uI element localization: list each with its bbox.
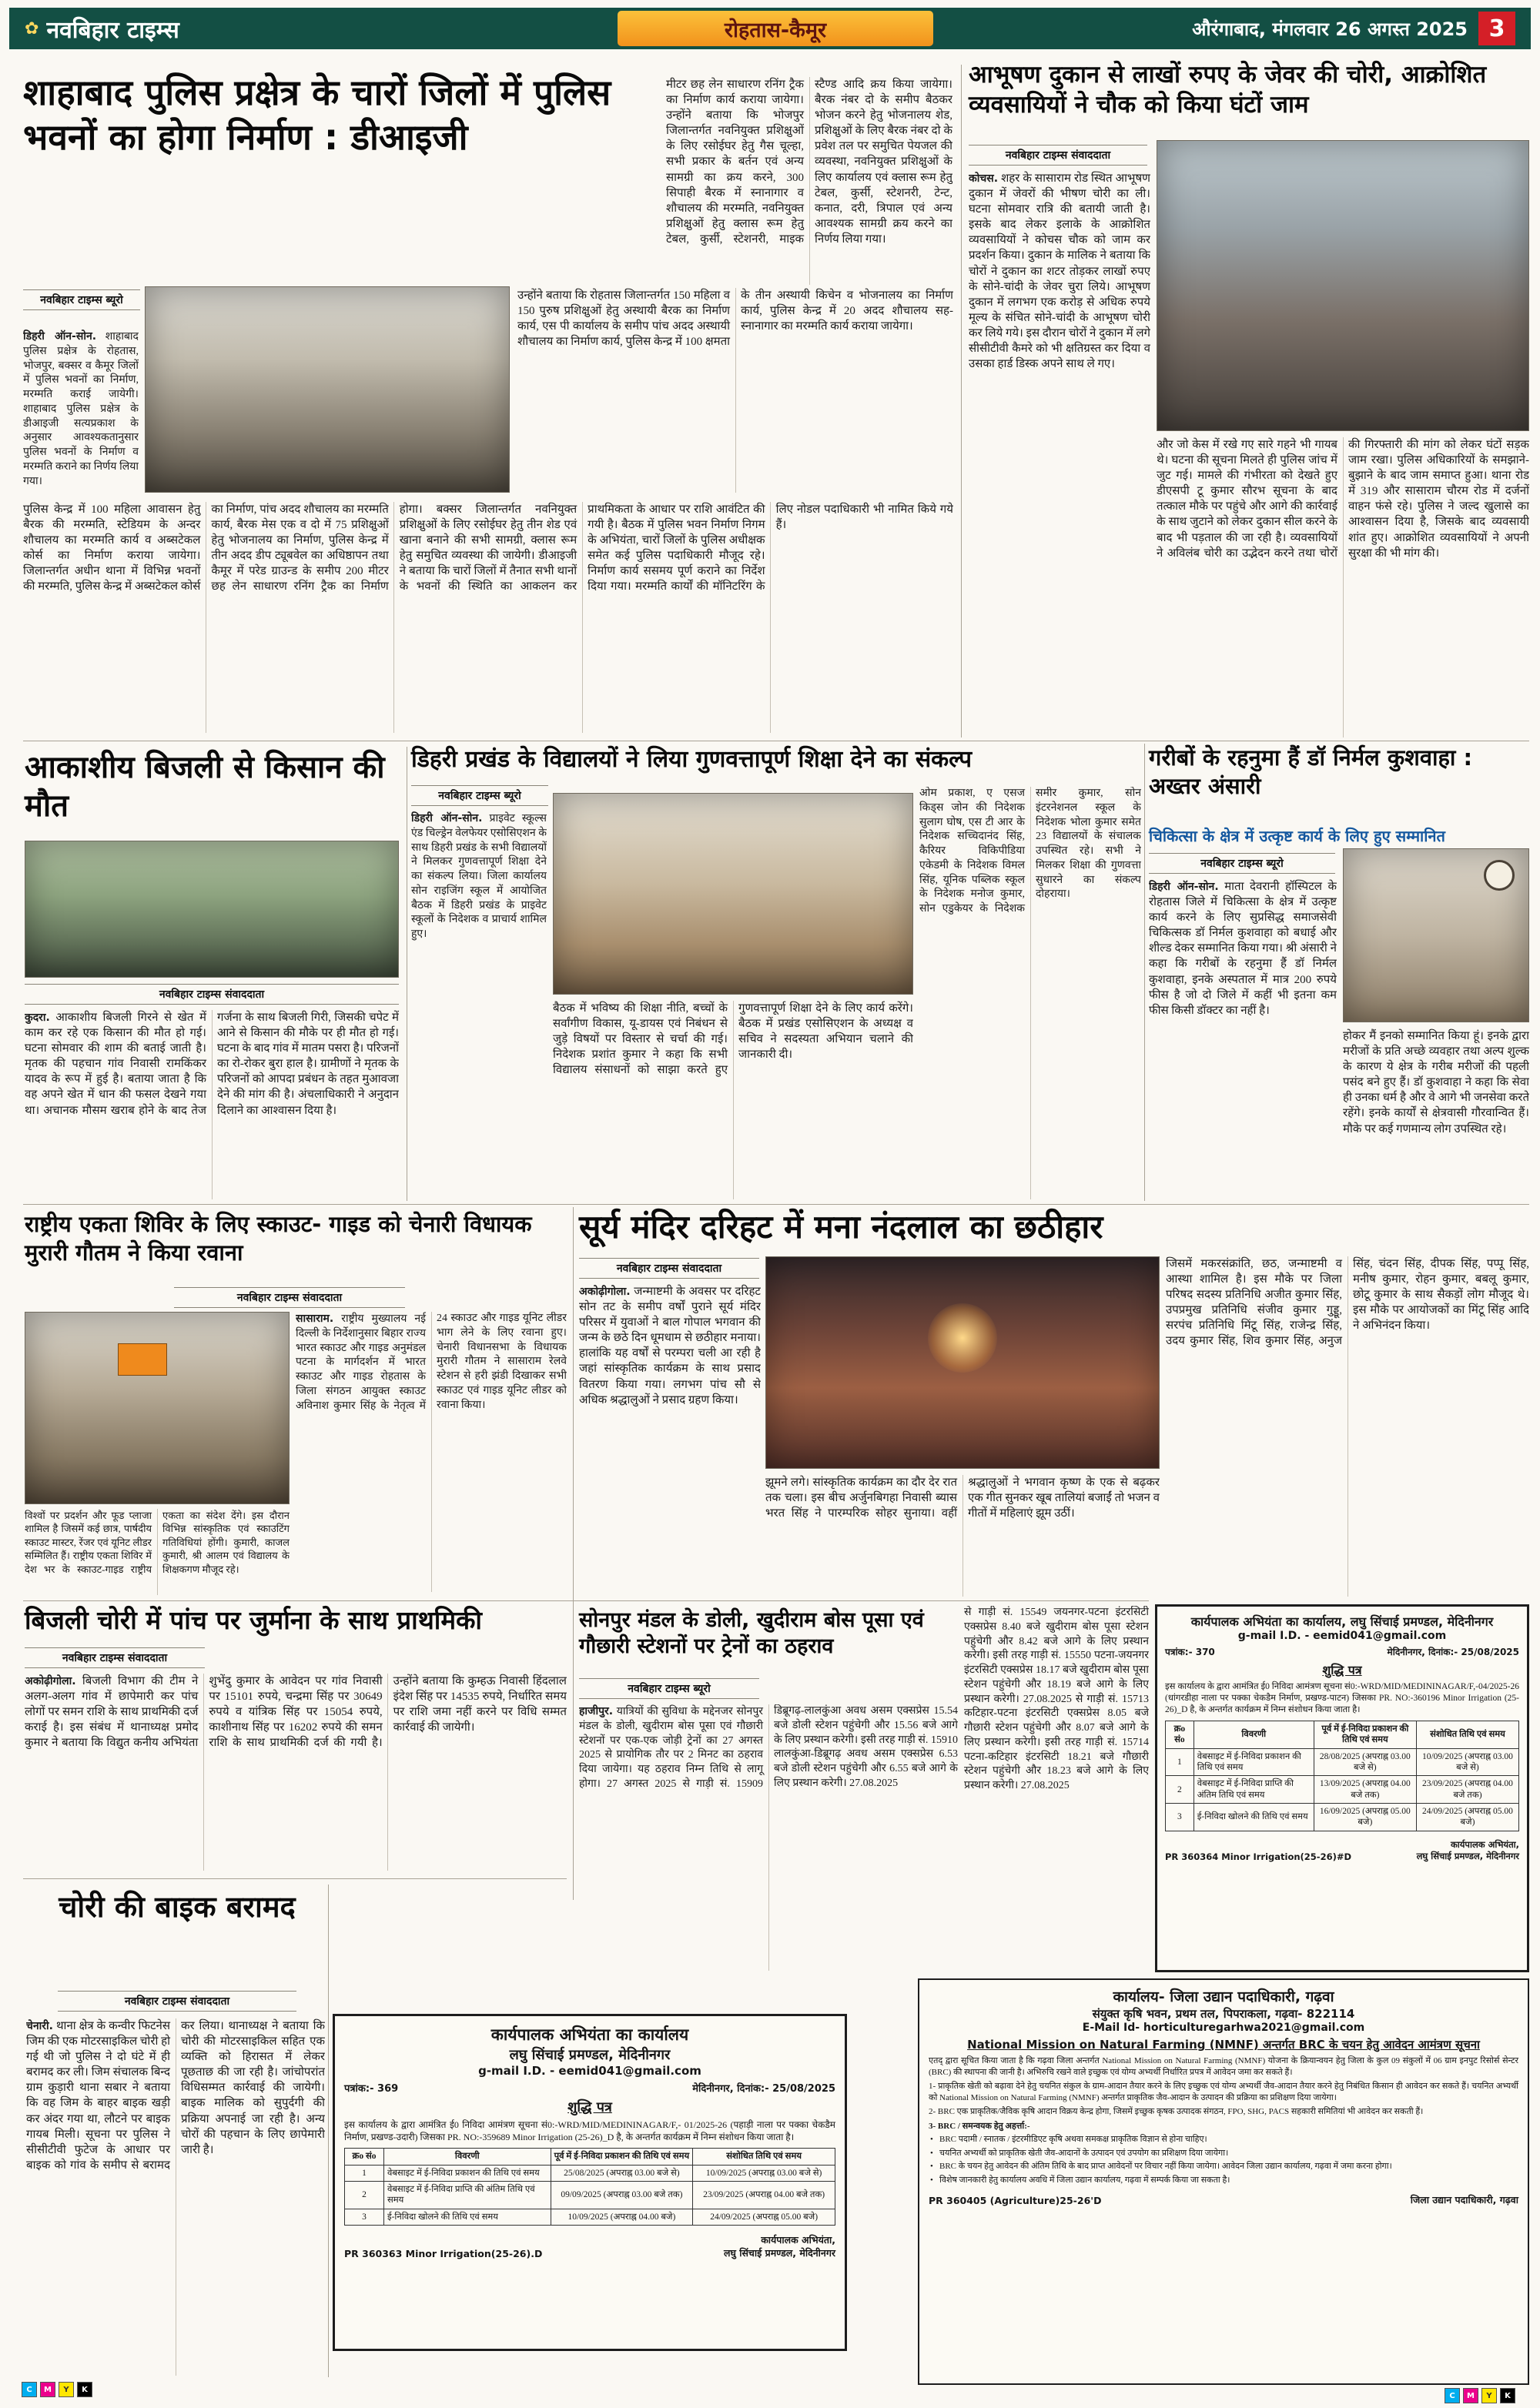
place-date: मेदिनीनगर, दिनांक:- 25/08/2025 xyxy=(692,2083,835,2095)
corrigendum-table xyxy=(1165,1721,1519,1831)
dateline: सासाराम. xyxy=(296,1313,334,1325)
body-text: उन्होंने बताया कि रोहतास जिलान्तर्गत 150 महिला व 150 पुरुष प्रशिक्षुओं हेतु अस्थायी बैरक का निर्माण कार्य, एस पी कार्यालय के समीप पांच अदद अस्थायी शौचालय का निर्माण कार्य, पुलिस केन्द्र में 100 क्षमता के तीन अस्थायी किचेन व भोजनालय का निर्माण कार्य, पुलिस केन्द्र में 20 अदद शौचालय सह-स्नानागार का मरम्मति कार्य कराया जायेगा। xyxy=(517,289,953,349)
article-body xyxy=(25,1674,567,1871)
body-text: से गाड़ी सं. 15549 जयनगर-पटना इंटरसिटी एक्सप्रेस 8.40 बजे खुदीराम बोस पूसा स्टेशन पहुंचेगी और 8.42 बजे आगे के लिए प्रस्थान करेगी। इसी तरह गाड़ी सं. 15550 पटना-जयनगर इंटरसिटी एक्सप्रेस 18.17 बजे खुदीराम बोस पूसा स्टेशन पहुंचेगी और 18.19 बजे आगे के लिए प्रस्थान करेगी। 27.08.2025 से गाड़ी सं. 15713 कटिहार-पटना इंटरसिटी एक्सप्रेस 8.05 बजे गौछारी स्टेशन पहुंचेगी और 8.07 बजे आगे के लिए प्रस्थान करेगी। इसी तरह गाड़ी सं. 15714 पटना-कटिहार इंटरसिटी 18.21 बजे गौछारी स्टेशन पहुंचेगी और 18.23 बजे आगे के लिए प्रस्थान करेगी। 27.08.2025 xyxy=(964,1607,1149,1791)
notice-body: इस कार्यालय के द्वारा आमंत्रित ई0 निविदा आमंत्रण सूचना सं0:-WRD/MID/MEDININAGAR/F,- 01/2025-26 (पहाड़ी नाला पर पक्का चेकडैम निर्माण, प्रखण्ड-उदारी) जिसका PR. NO:-359689 Minor Irrigation (25-26)_D है, के अन्तर्गत कार्यक्रम में निम्न संशोधन किया जाता है। xyxy=(344,2119,835,2142)
article-body xyxy=(296,1312,567,1592)
byline: नवबिहार टाइम्स ब्यूरो xyxy=(23,289,140,310)
headline: बिजली चोरी में पांच पर जुर्माना के साथ प्राथमिकी xyxy=(25,1605,482,1635)
office-email: E-Mail Id- horticulturegarhwa2021@gmail.com xyxy=(1082,2022,1365,2034)
pr-number: PR 360364 Minor Irrigation(25-26)#D xyxy=(1165,1851,1352,1862)
article-body xyxy=(517,288,953,493)
page-number: 3 xyxy=(1478,12,1515,45)
byline: नवबिहार टाइम्स संवाददाता xyxy=(174,1287,405,1308)
headline: सोनपुर मंडल के डोली, खुदीराम बोस पूसा एवं गौछारी स्टेशनों पर ट्रेनों का ठहराव xyxy=(579,1608,924,1659)
letter-number: पत्रांक:- 369 xyxy=(344,2083,399,2095)
cell: 1 xyxy=(1166,1748,1194,1776)
table-row xyxy=(1166,1748,1519,1776)
body-text: थाना क्षेत्र के कन्वीर फिटनेस जिम की एक मोटरसाइकिल चोरी हो गई थी जो पुलिस ने दो घंटे में ही बरामद कर ली। जिम संचालक बिन्द ग्राम कुड़ारी थाना सबार ने बताया कि वह जिम के बाहर बाइक खड़ी कर अंदर गया था, लौटने पर बाइक गायब मिली। सूचना पर पुलिस ने सीसीटीवी फुटेज के आधार पर बाइक को गांव के समीप से बरामद कर लिया। थानाध्यक्ष ने बताया कि चोरी की मोटरसाइकिल सहित एक व्यक्ति को हिरासत में लेकर पूछताछ की जा रही है। जांचोपरांत विधिसम्मत कार्रवाई की जायेगी। बाइक मालिक को सुपुर्दगी की प्रक्रिया अपनाई जा रही है। अन्य चोरों की पहचान के लिए छापेमारी जारी है। xyxy=(26,2020,325,2172)
body-text: प्राइवेट स्कूल्स एंड चिल्ड्रेन वेलफेयर एसोसिएशन के साथ डिहरी प्रखंड के सभी विद्यालयों ने मिलकर गुणवत्तापूर्ण शिक्षा देने का संकल्प लिया। जिला कार्यालय सोन राइजिंग स्कूल में आयोजित बैठक में डिहरी प्रखंड के प्राइवेट स्कूलों के निदेशक व प्राचार्य शामिल हुए। xyxy=(411,813,547,940)
notice-point: 3- BRC / समन्वयक हेतु अहर्त्ता:- xyxy=(929,2121,1030,2131)
article-body xyxy=(1343,1028,1529,1199)
corrigendum-table xyxy=(344,2148,835,2226)
notice-subject: शुद्धि पत्र xyxy=(1322,1663,1362,1677)
flag-shape xyxy=(118,1343,167,1376)
headline: सूर्य मंदिर दरिहट में मना नंदलाल का छठीहार xyxy=(579,1208,1103,1246)
byline: नवबिहार टाइम्स संवाददाता xyxy=(25,984,399,1005)
cell: वेबसाइट में ई-निविदा प्राप्ति की अंतिम तिथि एवं समय xyxy=(383,2181,551,2209)
office-email: g-mail I.D. - eemid041@gmail.com xyxy=(1237,1630,1447,1642)
notice-point: 2- BRC एक प्राकृतिक/जैविक कृषि आदान विक्रय केन्द्र होगा, जिसमें इच्छुक कृषक उत्पादक संगठन, FPO, SHG, PACS सहकारी समितियां भी आवेदन कर सकती हैं। xyxy=(929,2107,1424,2117)
cell: 28/08/2025 (अपराह्न 03.00 बजे से) xyxy=(1314,1748,1416,1776)
dateline: डिहरी ऑन-सोन. xyxy=(23,330,97,343)
cell: 10/09/2025 (अपराह्न 03.00 बजे से) xyxy=(693,2165,835,2181)
police-meeting-photo xyxy=(145,286,510,493)
dateline: अकोढ़ीगोला. xyxy=(25,1675,76,1687)
cyan-mark: C xyxy=(1445,2388,1460,2403)
wall-clock-shape xyxy=(1484,860,1515,891)
divider xyxy=(1144,744,1145,1201)
cell: 13/09/2025 (अपराह्न 04.00 बजे तक) xyxy=(1314,1776,1416,1804)
article-body xyxy=(666,77,952,285)
school-meeting-photo xyxy=(553,793,913,995)
pr-number: PR 360363 Minor Irrigation(25-26).D xyxy=(344,2248,543,2260)
dateline: कुदरा. xyxy=(25,1012,50,1024)
cell: 3 xyxy=(1166,1804,1194,1831)
cell: 24/09/2025 (अपराह्न 05.00 बजे) xyxy=(1416,1804,1518,1831)
office-email: g-mail I.D. - eemid041@gmail.com xyxy=(478,2064,701,2078)
table-row xyxy=(1166,1776,1519,1804)
article-body xyxy=(964,1606,1149,1971)
article-body xyxy=(25,1509,290,1595)
crowd-protest-photo xyxy=(1157,140,1529,431)
body-text: मीटर छह लेन साधारण रनिंग ट्रैक का निर्माण कार्य कराया जायेगा। उन्होंने बताया कि भोजपुर जिलान्तर्गत नवनियुक्त प्रशिक्षुओं के लिए रसोईघर हेतु गैस चूल्हा, सभी प्रकार के बर्तन एवं अन्य सामग्री का क्रय करने, 300 सिपाही बैरक में स्नानागार व शौचालय की मरम्मति, नवनियुक्त प्रशिक्षुओं हेतु क्लास रूम हेतु टेबल, कुर्सी, स्टेशनरी, माइक स्टैण्ड आदि क्रय किया जायेगा। बैरक नंबर दो के समीप बैठकर भोजन करने हेतु भोजनालय शेड, प्रशिक्षुओं के लिए बैरक नंबर दो के प्रवेश तल पर समुचित पेयजल की व्यवस्था, नवनियुक्त प्रशिक्षुओं के लिए कार्यालय एवं क्लास रूम हेतु टेबल, कुर्सी, स्टेशनरी, टेन्ट, कनात, दरी, त्रिपाल एवं अन्य आवश्यक सामग्री क्रय करने का निर्णय लिया गया। xyxy=(666,79,952,246)
notice-bullet: • BRC पदामी / स्नातक / इंटरमीडिएट कृषि अथवा समकक्ष प्राकृतिक विज्ञान से होना चाहिए। xyxy=(929,2134,1518,2145)
cell: वेबसाइट में ई-निविदा प्राप्ति की अंतिम तिथि एवं समय xyxy=(1194,1776,1314,1804)
col-header: क्रo संo xyxy=(1166,1721,1194,1748)
cell: 16/09/2025 (अपराह्न 05.00 बजे) xyxy=(1314,1804,1416,1831)
felicitation-photo xyxy=(1343,848,1529,1022)
cyan-mark: C xyxy=(22,2382,37,2397)
body-text: जिसमें मकरसंक्रांति, छठ, जन्माष्टमी व आस्था शामिल है। इस मौके पर जिला परिषद सदस्य प्रतिनिधि अजीत कुमार सिंह, उपप्रमुख प्रतिनिधि संजीव कुमार गुड्डू, सरपंच प्रतिनिधि मिंटू सिंह, राजेन्द्र सिंह, उदय कुमार सिंह, शिव कुमार सिंह, अनुज सिंह, चंदन सिंह, दीपक सिंह, पप्पू सिंह, मनीष कुमार, रोहन कुमार, बबलू कुमार, छोटू कुमार के साथ सैकड़ों लोग मौजूद थे। इस मौके पर आयोजकों का मिंटू सिंह आदि ने अभिनंदन किया। xyxy=(1166,1258,1529,1348)
col-header: पूर्व में ई-निविदा प्रकाशन की तिथि एवं समय xyxy=(551,2149,693,2165)
body-text: बैठक में भविष्य की शिक्षा नीति, बच्चों के सर्वांगीण विकास, यू-डायस एवं निबंधन से जुड़े विषयों पर विस्तार से चर्चा की गई। निदेशक प्रशांत कुमार ने कहा कि सभी विद्यालय संसाधनों को साझा करते हुए गुणवत्तापूर्ण शिक्षा देने के लिए कार्य करेंगे। बैठक में प्रखंड एसोसिएशन के अध्यक्ष व सचिव ने सदस्यता अभियान चलाने की जानकारी दी। xyxy=(553,1002,913,1077)
yellow-mark: Y xyxy=(1481,2388,1497,2403)
article-body xyxy=(26,2018,325,2376)
byline: नवबिहार टाइम्स ब्यूरो xyxy=(1149,853,1335,874)
office-name: कार्यपालक अभियंता का कार्यालय, लघु सिंचाई प्रमण्डल, मेदिनीनगर xyxy=(1190,1614,1494,1629)
incident-site-photo xyxy=(25,841,399,978)
article-body xyxy=(765,1475,1160,1597)
office-name: कार्यालय- जिला उद्यान पदाधिकारी, गढ़वा xyxy=(1113,1988,1334,2005)
notice-bullet: • BRC के चयन हेतु आवेदन की अंतिम तिथि के बाद प्राप्त आवेदनों पर विचार नहीं किया जायेगा। आवेदन जिला उद्यान कार्यालय, गढ़वा में जमा करना होगा। xyxy=(929,2161,1518,2172)
headline: डिहरी प्रखंड के विद्यालयों ने लिया गुणवत्तापूर्ण शिक्षा देने का संकल्प xyxy=(411,746,973,773)
newspaper-name: नवबिहार टाइम्स xyxy=(46,16,179,44)
dateline: डिहरी ऑन-सोन. xyxy=(411,812,483,824)
divider xyxy=(23,1204,1529,1205)
black-mark: K xyxy=(77,2382,92,2397)
dateline: चेनारी. xyxy=(26,2020,53,2032)
headline: आभूषण दुकान से लाखों रुपए के जेवर की चोरी, आक्रोशित व्यवसायियों ने चौक को किया घंटों जाम xyxy=(969,61,1487,119)
place-date: मेदिनीनगर, दिनांक:- 25/08/2025 xyxy=(1387,1647,1519,1657)
dateline: कोचस. xyxy=(969,172,999,185)
article-body xyxy=(579,1704,958,1971)
tender-notice-370 xyxy=(1155,1604,1529,1972)
edition-date: औरंगाबाद, मंगलवार 26 अगस्त 2025 xyxy=(1192,18,1468,40)
yellow-mark: Y xyxy=(59,2382,74,2397)
cmyk-registration-left xyxy=(22,2382,92,2397)
body-text: झूमने लगे। सांस्कृतिक कार्यक्रम का दौर देर रात तक चला। इस बीच अर्जुनबिगहा निवासी ब्यास भरत सिंह ने पारम्परिक सोहर सुनाया। वहीं श्रद्धालुओं ने भगवान कृष्ण के एक से बढ़कर एक गीत सुनकर खूब तालियां बजाईं तो भजन व गीतों में महिलाएं झूम उठीं। xyxy=(765,1477,1160,1520)
cell: 09/09/2025 (अपराह्न 03.00 बजे तक) xyxy=(551,2181,693,2209)
cmyk-registration-right xyxy=(1445,2388,1515,2403)
byline: नवबिहार टाइम्स ब्यूरो xyxy=(579,1678,759,1699)
signatory: जिला उद्यान पदाधिकारी, गढ़वा xyxy=(1410,2194,1518,2206)
cell: ई-निविदा खोलने की तिथि एवं समय xyxy=(1194,1804,1314,1831)
divider xyxy=(23,1878,567,1879)
cell: 25/08/2025 (अपराह्न 03.00 बजे से) xyxy=(551,2165,693,2181)
body-text: माता देवरानी हॉस्पिटल के रोहतास जिले में चिकित्सा के क्षेत्र में उत्कृष्ट कार्य करने के लिए सुप्रसिद्ध समाजसेवी चिकित्सक डॉ निर्मल कुशवाहा को बधाई और शील्ड देकर सम्मानित किया गया। श्री अंसारी ने कहा कि गरीबों के रहनुमा हैं डॉ निर्मल कुशवाहा, इनके अस्पताल में मात्र 200 रुपये फीस है जो दो जिले में कहीं भी इतना कम फीस किसी डॉक्टर का नहीं है। xyxy=(1149,881,1337,1017)
office-name: कार्यपालक अभियंता का कार्यालय xyxy=(490,2025,689,2044)
notice-subject: शुद्धि पत्र xyxy=(567,2099,612,2115)
office-division: लघु सिंचाई प्रमण्डल, मेदिनीनगर xyxy=(509,2047,671,2063)
body-text: यात्रियों की सुविधा के मद्देनजर सोनपुर मंडल के डोली, खुदीराम बोस पूसा एवं गौछारी स्टेशनों पर एक-एक जोड़ी ट्रेनों का 27 अगस्त 2025 से प्रायोगिक तौर पर 2 मिनट का ठहराव दिया जायेगा। यह ठहराव निम्न तिथि से लागू होगा। 27 अगस्त 2025 से गाड़ी सं. 15909 डिब्रूगढ़-लालकुंआ अवध असम एक्सप्रेस 15.54 बजे डोली स्टेशन पहुंचेगी और 15.56 बजे आगे के लिए प्रस्थान करेगी। इसी तरह गाड़ी सं. 15910 लालकुंआ-डिब्रूगढ़ अवध असम एक्सप्रेस 6.53 बजे डोली स्टेशन पहुंचेगी और 6.55 बजे आगे के लिए प्रस्थान करेगी। 27.08.2025 xyxy=(579,1705,958,1790)
col-header: संशोधित तिथि एवं समय xyxy=(1416,1721,1518,1748)
magenta-mark: M xyxy=(40,2382,55,2397)
scouts-group-photo xyxy=(25,1312,290,1504)
body-text: शाहाबाद पुलिस प्रक्षेत्र के रोहतास, भोजपुर, बक्सर व कैमूर जिलों में पुलिस भवनों का निर्माण, मरम्मति कराई जायेगी। शाहाबाद पुलिस प्रक्षेत्र के डीआइजी सत्यप्रकाश के अनुसार आवश्यकतानुसार पुलिस भवनों के निर्माण व मरम्मति कराने का निर्णय लिया गया। xyxy=(23,331,139,487)
article-body xyxy=(1166,1256,1529,1597)
signatory-division: लघु सिंचाई प्रमण्डल, मेदिनीनगर xyxy=(1416,1850,1519,1861)
black-mark: K xyxy=(1500,2388,1515,2403)
cell: 2 xyxy=(1166,1776,1194,1804)
article-body xyxy=(411,811,547,1198)
cell: ई-निविदा खोलने की तिथि एवं समय xyxy=(383,2209,551,2225)
byline: नवबिहार टाइम्स संवाददाता xyxy=(25,1647,205,1668)
body-text: बिजली विभाग की टीम ने अलग-अलग गांव में छापेमारी कर पांच लोगों पर समन राशि के साथ प्राथमिकी दर्ज कराई है। इस संबंध में थानाध्यक्ष प्रमोद कुमार ने बताया कि विद्युत कनीय अभियंता शुभेंदु कुमार के आवेदन पर गांव निवासी पर 15101 रुपये, चन्द्रमा सिंह पर 30649 रुपये व यांत्रिक सिंह पर 15054 रुपये, काशीनाथ सिंह पर 16202 रुपये की समन राशि के साथ प्राथमिकी दर्ज की गयी है। उन्होंने बताया कि कुम्हऊ निवासी हिंदलाल इंदेश सिंह पर 14535 रुपये, निर्धारित समय पर राशि जमा नहीं करने पर विधि सम्मत कार्रवाई की जायेगी। xyxy=(25,1675,567,1750)
byline: नवबिहार टाइम्स संवाददाता xyxy=(969,145,1147,166)
cell: 23/09/2025 (अपराह्न 04.00 बजे तक) xyxy=(693,2181,835,2209)
cell: 3 xyxy=(345,2209,384,2225)
notice-title: National Mission on Natural Farming (NMNF) अन्तर्गत BRC के चयन हेतु आवेदन आमंत्रण सूचना xyxy=(967,2038,1480,2052)
body-text: आकाशीय बिजली गिरने से खेत में काम कर रहे एक किसान की मौत हो गई। घटना सोमवार की शाम की बताई जाती है। मृतक की पहचान गांव निवासी रामकिंकर यादव के रूप में हुई है। बताया जाता है कि वह अपने खेत में धान की फसल देखने गया था। अचानक मौसम खराब होने के बाद तेज गर्जना के साथ बिजली गिरी, जिसकी चपेट में आने से किसान की मौके पर ही मौत हो गई। घटना के बाद गांव में मातम पसरा है। परिजनों का रो-रोकर बुरा हाल है। ग्रामीणों ने मृतक के परिजनों को आपदा प्रबंधन के तहत मुआवजा देने की मांग की है। अंचलाधिकारी ने अनुदान दिलाने का आश्वासन दिया है। xyxy=(25,1012,399,1117)
nmnf-brc-notice xyxy=(918,1978,1529,2385)
body-text: होकर मैं इनको सम्मानित किया हूं। इनके द्वारा मरीजों के प्रति अच्छे व्यवहार तथा अल्प शुल्क के कारण ये क्षेत्र के गरीब मरीजों की पहली पसंद बने हुए हैं। डॉ कुशवाहा ने कहा कि सेवा ही उनका धर्म है और वे आगे भी जनसेवा करते रहेंगे। इनके कार्यों से क्षेत्रवासी गौरवान्वित हैं। मौके पर कई गणमान्य लोग उपस्थित रहे। xyxy=(1343,1030,1529,1135)
body-text: शहर के सासाराम रोड स्थित आभूषण दुकान में जेवरों की भीषण चोरी का ली। घटना सोमवार रात्रि की बतायी जाती है। इसके बाद लेकर इलाके के आक्रोशित व्यवसायियों ने कोचस चौक को जाम कर प्रदर्शन किया। दुकान के मालिक ने बताया कि चोरों ने दुकान का शटर तोड़कर लाखों रुपए के सोने-चांदी के जेवर चुरा लिये। आभूषण दुकान में लगभग एक करोड़ से अधिक रुपये मूल्य के संचित सोने-चांदी के आभूषण चोरी कर लिये गये। इस दौरान चोरों ने दुकान में लगे सीसीटीवी कैमरे को भी क्षतिग्रस्त कर दिया व उसका हार्ड डिस्क अपने साथ ले गए। xyxy=(969,172,1150,371)
subheadline: चिकित्सा के क्षेत्र में उत्कृष्ट कार्य के लिए हुए सम्मानित xyxy=(1149,827,1445,845)
article-body xyxy=(579,1284,761,1597)
notice-intro: एतद् द्वारा सूचित किया जाता है कि गढ़वा जिला अन्तर्गत National Mission on Natural Farming (NMNF) योजना के क्रियान्वयन हेतु जिला के कुल 09 संकुलों में 06 ग्राम इनपुट रिसोर्स सेन्टर (BRC) की स्थापना की जानी है। अभिरुचि रखने वाले इच्छुक एवं योग्य अभ्यर्थी निर्धारित प्रपत्र में आवेदन जमा कर सकते हैं। xyxy=(929,2056,1518,2077)
headline: गरीबों के रहनुमा हैं डॉ निर्मल कुशवाहा : अख्तर अंसारी xyxy=(1149,744,1473,799)
table-row xyxy=(345,2209,835,2225)
article-body xyxy=(1157,437,1529,737)
pr-number: PR 360405 (Agriculture)25-26'D xyxy=(929,2195,1102,2207)
body-text: विश्वों पर प्रदर्शन और फूड प्लाजा शामिल है जिसमें कई छात्र, पार्षदीय स्काउट मास्टर, रेंजर एवं यूनिट लीडर सम्मिलित हैं। राष्ट्रीय एकता शिविर में देश भर के स्काउट-गाइड राष्ट्रीय एकता का संदेश देंगे। इस दौरान विभिन्न सांस्कृतिक एवं स्काउटिंग गतिविधियां होंगी। कुमारी, काजल कुमारी, श्री आलम एवं विद्यालय के शिक्षकगण मौजूद रहे। xyxy=(25,1510,290,1575)
masthead xyxy=(9,8,1531,49)
notice-body: इस कार्यालय के द्वारा आमंत्रित ई0 निविदा आमंत्रण सूचना सं0:-WRD/MID/MEDININAGAR/F,-04/2025-26 (धांगरडीहा नाला पर पक्का चेकडैम निर्माण, प्रखण्ड-पाटन) जिसका PR. NO:-360196 Minor Irrigation (25-26)_D है, के अन्तर्गत कार्यक्रम में निम्न संशोधन किया जाता है। xyxy=(1165,1682,1519,1714)
signatory-title: कार्यपालक अभियंता, xyxy=(761,2234,835,2246)
article-body xyxy=(969,171,1150,737)
dateline: अकोढ़ीगोला. xyxy=(579,1286,631,1298)
col-header: विवरणी xyxy=(1194,1721,1314,1748)
body-text: ओम प्रकाश, ए एसज किड्स जोन की निदेशक सुलाग घोष, एस टी आर के निदेशक सच्चिदानंद सिंह, कैरियर विकिपीडिया एकेडमी के निदेशक विमल सिंह, यूनिक पब्लिक स्कूल के निदेशक मनोज कुमार, सोन एडुकेयर के निदेशक समीर कुमार, सोन इंटरनेशनल स्कूल के निदेशक भोला कुमार समेत 23 विद्यालयों के संचालक उपस्थित रहे। सभी ने मिलकर शिक्षा की गुणवत्ता सुधारने का संकल्प दोहराया। xyxy=(919,788,1141,915)
article-body xyxy=(25,1010,399,1199)
col-header: विवरणी xyxy=(383,2149,551,2165)
cell: वेबसाइट में ई-निविदा प्रकाशन की तिथि एवं समय xyxy=(383,2165,551,2181)
festival-night-photo xyxy=(765,1256,1160,1469)
dateline: हाजीपुर. xyxy=(579,1705,614,1717)
cell: 1 xyxy=(345,2165,384,2181)
headline: शाहाबाद पुलिस प्रक्षेत्र के चारों जिलों में पुलिस भवनों का होगा निर्माण : डीआइजी xyxy=(23,72,611,158)
col-header: संशोधित तिथि एवं समय xyxy=(693,2149,835,2165)
byline: नवबिहार टाइम्स ब्यूरो xyxy=(411,785,548,806)
letter-number: पत्रांक:- 370 xyxy=(1165,1647,1215,1657)
lamp-glow-shape xyxy=(928,1303,997,1373)
col-header: पूर्व में ई-निविदा प्रकाशन की तिथि एवं समय xyxy=(1314,1721,1416,1748)
table-row xyxy=(1166,1804,1519,1831)
notice-point: 1- प्राकृतिक खेती को बढ़ावा देने हेतु चयनित संकुल के ग्राम-आदान तैयार करने के लिए इच्छुक एवं योग्य अभ्यर्थी जैव-आदान तैयार करने हेतु निबंधित किसान ही आवेदन कर सकते हैं। चयनित अभ्यर्थी को National Mission on Natural Farming (NMNF) अन्तर्गत प्राकृतिक जैव-आदान के उत्पादन की प्रक्रिया का प्रशिक्षण दिया जायेगा। xyxy=(929,2082,1518,2102)
cell: 24/09/2025 (अपराह्न 05.00 बजे) xyxy=(693,2209,835,2225)
body-text: राष्ट्रीय मुख्यालय नई दिल्ली के निर्देशानुसार बिहार राज्य भारत स्काउट और गाइड अनुमंडल पटना के मार्गदर्शन में भारत स्काउट और गाइड रोहतास के जिला संगठन आयुक्त स्काउट अविनाश कुमार सिंह के नेतृत्व में 24 स्काउट और गाइड यूनिट लीडर भाग लेने के लिए रवाना हुए। चेनारी विधानसभा के विधायक मुरारी गौतम ने सासाराम रेलवे स्टेशन से हरी झंडी दिखाकर सभी स्काउट एवं गाइड यूनिट लीडर को रवाना किया। xyxy=(296,1313,567,1412)
byline: नवबिहार टाइम्स संवाददाता xyxy=(58,1991,296,2012)
byline: नवबिहार टाइम्स संवाददाता xyxy=(579,1258,759,1279)
tender-notice-369 xyxy=(333,2014,847,2351)
cell: 10/09/2025 (अपराह्न 03.00 बजे से) xyxy=(1416,1748,1518,1776)
cell: 2 xyxy=(345,2181,384,2209)
body-text: और जो केस में रखे गए सारे गहने भी गायब थे। घटना की सूचना मिलते ही पुलिस जांच में जुट गई। मामले की गंभीरता को देखते हुए डीएसपी टू कुमार सौरभ सूचना के बाद तत्काल मौके पर पहुंचे और आगे की कार्रवाई के साथ जुटाने को लेकर दुकान सील करने के बाद भी पड़ताल की जा रही है। व्यवसायियों ने अविलंब चोरी का उद्भेदन करने तथा चोरों की गिरफ्तारी की मांग को लेकर घंटों सड़क जाम रखा। पुलिस अधिकारियों के समझाने-बुझाने के बाद जाम समाप्त हुआ। थाना रोड में 319 और सासाराम चौरम रोड में दर्जनों वाहन फंसे रहे। पुलिस ने जल्द खुलासे का आश्वासन दिया है, जिसके बाद व्यवसायी शांत हुए। आक्रोशित व्यवसायियों ने अपनी सुरक्षा की भी मांग की। xyxy=(1157,439,1529,560)
signatory-title: कार्यपालक अभियंता, xyxy=(1450,1838,1519,1850)
cell: वेबसाइट में ई-निविदा प्रकाशन की तिथि एवं समय xyxy=(1194,1748,1314,1776)
headline: चोरी की बाइक बरामद xyxy=(59,1890,296,1924)
col-header: क्रo संo xyxy=(345,2149,384,2165)
headline: आकाशीय बिजली से किसान की मौत xyxy=(25,750,385,824)
divider xyxy=(23,1600,1149,1601)
article-body xyxy=(553,1001,913,1199)
magenta-mark: M xyxy=(1463,2388,1478,2403)
article-body xyxy=(23,502,953,733)
divider xyxy=(573,1207,574,1900)
notice-bullet: • विशेष जानकारी हेतु कार्यालय अवधि में जिला उद्यान कार्यालय, गढ़वा में सम्पर्क किया जा सकता है। xyxy=(929,2175,1518,2186)
cell: 23/09/2025 (अपराह्न 04.00 बजे तक) xyxy=(1416,1776,1518,1804)
body-text: जन्माष्टमी के अवसर पर दरिहट सोन तट के समीप वर्षों पुराने सूर्य मंदिर परिसर में युवाओं ने बाल गोपाल भगवान की जन्म के छठे दिन धूमधाम से छठीहार मनाया। हालांकि यह वर्षों से परम्परा चली आ रही है जहां सांस्कृतिक कार्यक्रम के साथ प्रसाद वितरण किया गया। लगभग पांच सौ से अधिक श्रद्धालुओं ने प्रसाद ग्रहण किया। xyxy=(579,1286,761,1406)
dateline: डिहरी ऑन-सोन. xyxy=(1149,881,1219,893)
table-row xyxy=(345,2181,835,2209)
signatory-division: लघु सिंचाई प्रमण्डल, मेदिनीनगर xyxy=(724,2247,835,2259)
article-body xyxy=(919,787,1141,1199)
divider xyxy=(961,65,962,737)
divider xyxy=(328,1885,329,2377)
article-body xyxy=(1149,879,1337,1199)
table-row xyxy=(345,2165,835,2181)
headline: राष्ट्रीय एकता शिविर के लिए स्काउट- गाइड को चेनारी विधायक मुरारी गौतम ने किया रवाना xyxy=(25,1211,532,1266)
body-text: पुलिस केन्द्र में 100 महिला आवासन हेतु बैरक की मरम्मति, स्टेडियम के अन्दर शौचालय का मरम्मति कार्य व अब्सटेकल कोर्स का निर्माण कराया जायेगा। जिलान्तर्गत अधीन थाना में विभिन्न भवनों की मरम्मति, पुलिस केन्द्र में अब्सटेकल कोर्स का निर्माण, पांच अदद शौचालय का मरम्मति कार्य, बैरक मेस एक व दो में 75 प्रशिक्षुओं हेतु भोजनालय का निर्माण, पुलिस केन्द्र में तीन अदद डीप ट्यूबवेल का अधिष्ठापन तथा कैमूर में परेड ग्राउन्ड के समीप 200 मीटर छह लेन साधारण रनिंग ट्रैक का निर्माण होगा। बक्सर जिलान्तर्गत नवनियुक्त प्रशिक्षुओं के लिए रसोईघर हेतु तीन शेड एवं खाना बनाने की सभी सामग्री, क्लास रूम हेतु समुचित व्यवस्था की जायेगी। डीआइजी ने बताया कि चारों जिलों में तैनात सभी थानों के भवनों की स्थिति का आकलन कर प्राथमिकता के आधार पर राशि आवंटित की गयी है। बैठक में पुलिस भवन निर्माण निगम के अभियंता, चारों जिलों के पुलिस अधीक्षक समेत कई पुलिस पदाधिकारी मौजूद रहे। निर्माण कार्य ससमय पूर्ण कराने का निर्देश दिया गया। मरम्मति कार्यों की मॉनिटरिंग के लिए नोडल पदाधिकारी भी नामित किये गये हैं। xyxy=(23,503,953,594)
office-address: संयुक्त कृषि भवन, प्रथम तल, पिपराकला, गढ़वा- 822114 xyxy=(1092,2007,1355,2021)
section-label: रोहतास-कैमूर xyxy=(618,11,933,46)
masthead-logo-icon: ✿ xyxy=(25,18,39,38)
notice-bullet: • चयनित अभ्यर्थी को प्राकृतिक खेती जैव-आदानों के उत्पादन एवं उपयोग का प्रशिक्षण दिया जायेगा। xyxy=(929,2148,1518,2159)
cell: 10/09/2025 (अपराह्न 04.00 बजे) xyxy=(551,2209,693,2225)
